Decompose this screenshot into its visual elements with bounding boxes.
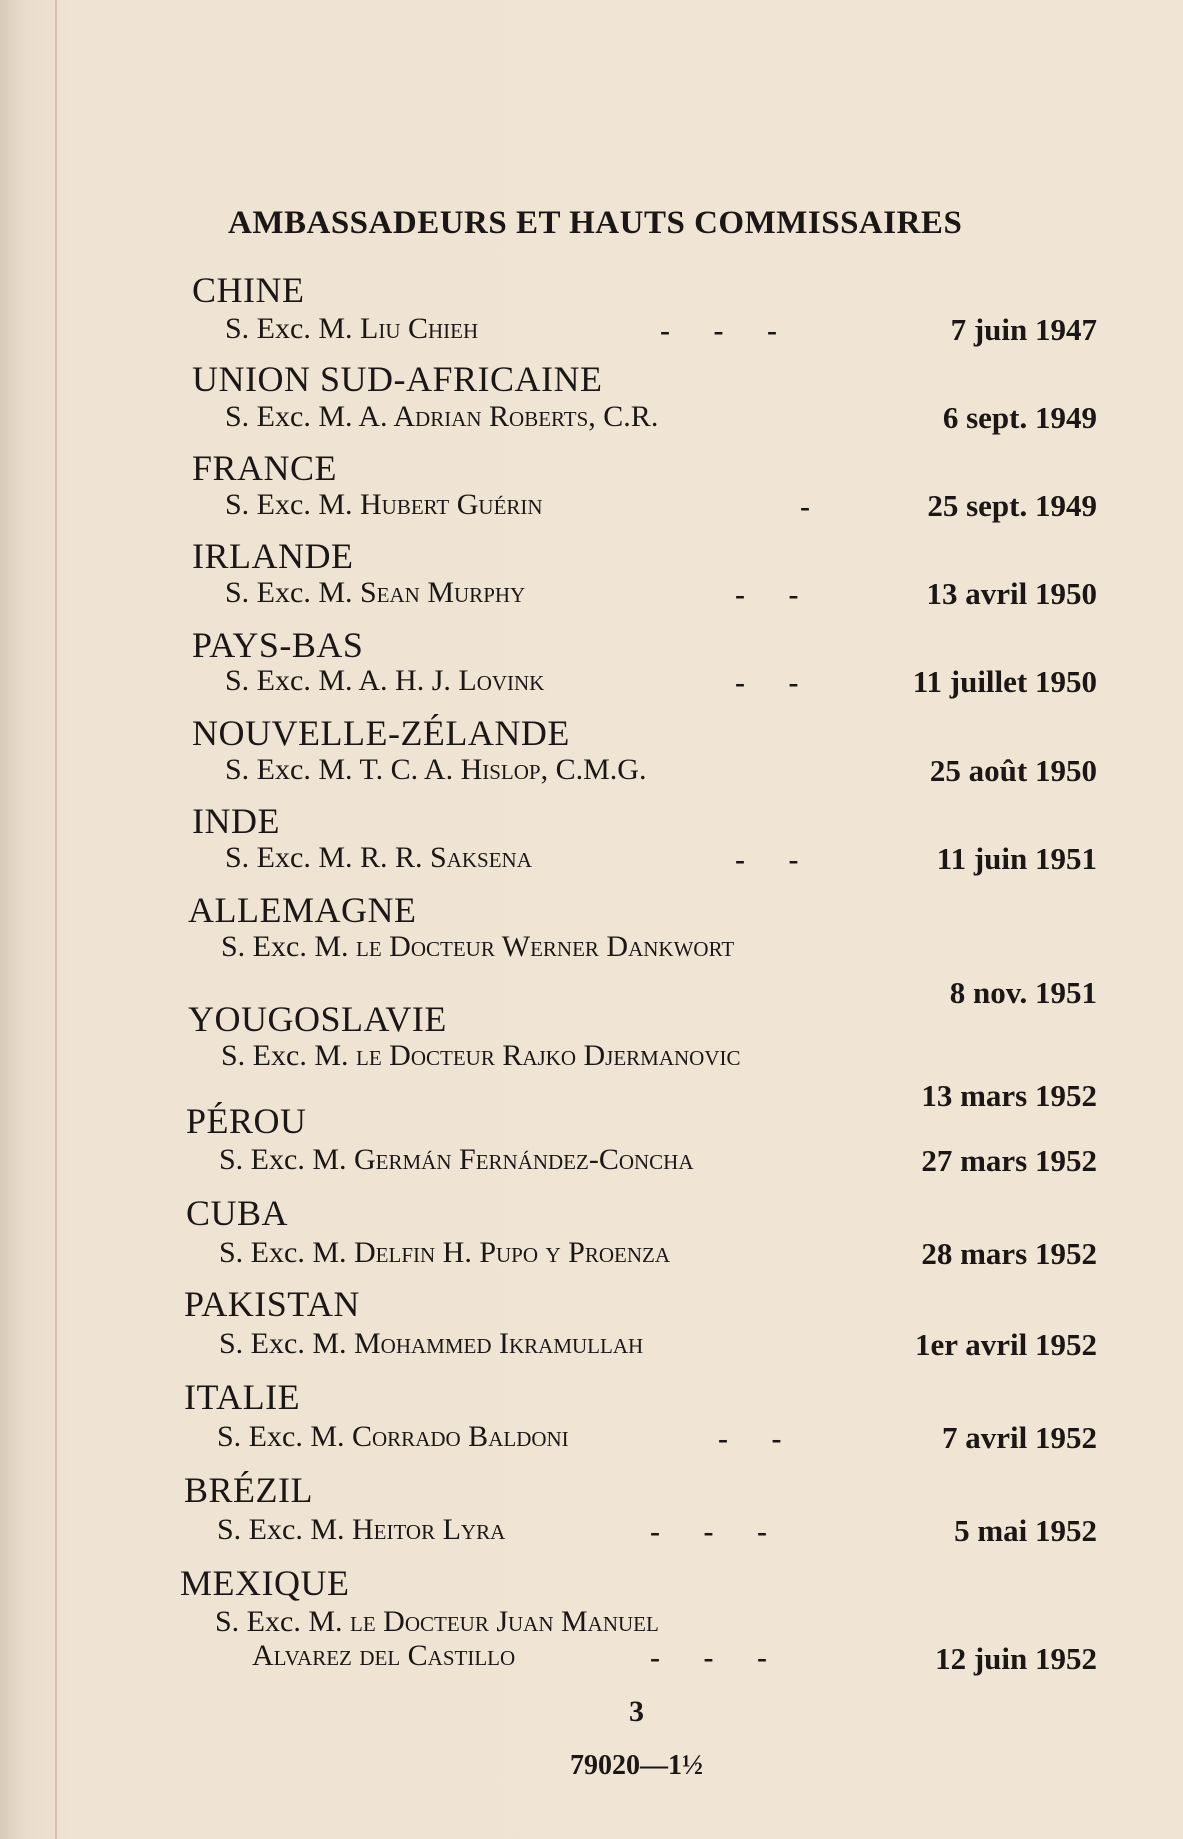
appointment-date: 8 nov. 1951 (949, 975, 1097, 1010)
leader-dashes: - - (735, 843, 817, 876)
ambassador-name: S. Exc. M. Corrado Baldoni (217, 1420, 569, 1453)
leader-dashes: - - (718, 1422, 800, 1455)
print-code: 79020—1½ (570, 1750, 703, 1781)
ambassador-name: S. Exc. M. le Docteur Rajko Djermanovic (221, 1039, 741, 1072)
country-name: ITALIE (184, 1377, 301, 1417)
leader-dashes: - (800, 490, 828, 523)
appointment-date: 12 juin 1952 (935, 1641, 1097, 1676)
appointment-date: 27 mars 1952 (921, 1143, 1097, 1178)
leader-dashes: - - - (650, 1515, 785, 1548)
country-name: PAKISTAN (184, 1284, 360, 1324)
ambassador-name-continued: Alvarez del Castillo (252, 1639, 516, 1672)
country-name: CUBA (186, 1193, 289, 1233)
ambassador-name: S. Exc. M. Liu Chieh (225, 312, 479, 345)
country-name: MEXIQUE (180, 1563, 350, 1603)
country-name: YOUGOSLAVIE (188, 999, 447, 1039)
country-name: UNION SUD-AFRICAINE (192, 359, 603, 399)
appointment-date: 7 juin 1947 (950, 312, 1097, 347)
appointment-date: 11 juin 1951 (936, 841, 1097, 876)
country-name: BRÉZIL (184, 1470, 313, 1510)
ambassador-name: S. Exc. M. le Docteur Juan Manuel (215, 1605, 659, 1638)
ambassador-name: S. Exc. M. Heitor Lyra (217, 1513, 506, 1546)
ambassador-name: S. Exc. M. Mohammed Ikramullah (219, 1327, 644, 1360)
ambassador-name: S. Exc. M. A. Adrian Roberts, C.R. (225, 400, 659, 433)
country-name: INDE (192, 801, 280, 841)
ambassador-name: S. Exc. M. Sean Murphy (225, 576, 526, 609)
appointment-date: 13 avril 1950 (926, 576, 1097, 611)
appointment-date: 28 mars 1952 (921, 1236, 1097, 1271)
page-number: 3 (629, 1695, 644, 1728)
country-name: PÉROU (186, 1101, 307, 1141)
leader-dashes: - - (735, 578, 817, 611)
ambassador-name: S. Exc. M. T. C. A. Hislop, C.M.G. (225, 753, 647, 786)
page-heading: AMBASSADEURS ET HAUTS COMMISSAIRES (228, 205, 963, 241)
appointment-date: 25 sept. 1949 (927, 488, 1097, 523)
ambassador-name: S. Exc. M. Delfin H. Pupo y Proenza (219, 1236, 671, 1269)
appointment-date: 11 juillet 1950 (912, 664, 1097, 699)
leader-dashes: - - - (650, 1641, 785, 1674)
appointment-date: 7 avril 1952 (942, 1420, 1097, 1455)
appointment-date: 5 mai 1952 (954, 1513, 1097, 1548)
ambassador-name: S. Exc. M. R. R. Saksena (225, 841, 532, 874)
appointment-date: 13 mars 1952 (921, 1078, 1097, 1113)
appointment-date: 1er avril 1952 (915, 1327, 1097, 1362)
ambassador-name: S. Exc. M. A. H. J. Lovink (225, 664, 545, 697)
ambassador-name: S. Exc. M. Hubert Guérin (225, 488, 543, 521)
ambassador-name: S. Exc. M. le Docteur Werner Dankwort (221, 930, 735, 963)
country-name: ALLEMAGNE (188, 890, 417, 930)
appointment-date: 6 sept. 1949 (942, 400, 1097, 435)
appointment-date: 25 août 1950 (929, 753, 1097, 788)
leader-dashes: - - (735, 666, 817, 699)
ambassador-name: S. Exc. M. Germán Fernández-Concha (219, 1143, 694, 1176)
country-name: PAYS-BAS (192, 625, 364, 665)
country-name: NOUVELLE-ZÉLANDE (192, 713, 570, 753)
leader-dashes: - - - (660, 314, 795, 347)
country-name: IRLANDE (192, 536, 354, 576)
country-name: CHINE (192, 270, 305, 310)
country-name: FRANCE (192, 448, 338, 488)
